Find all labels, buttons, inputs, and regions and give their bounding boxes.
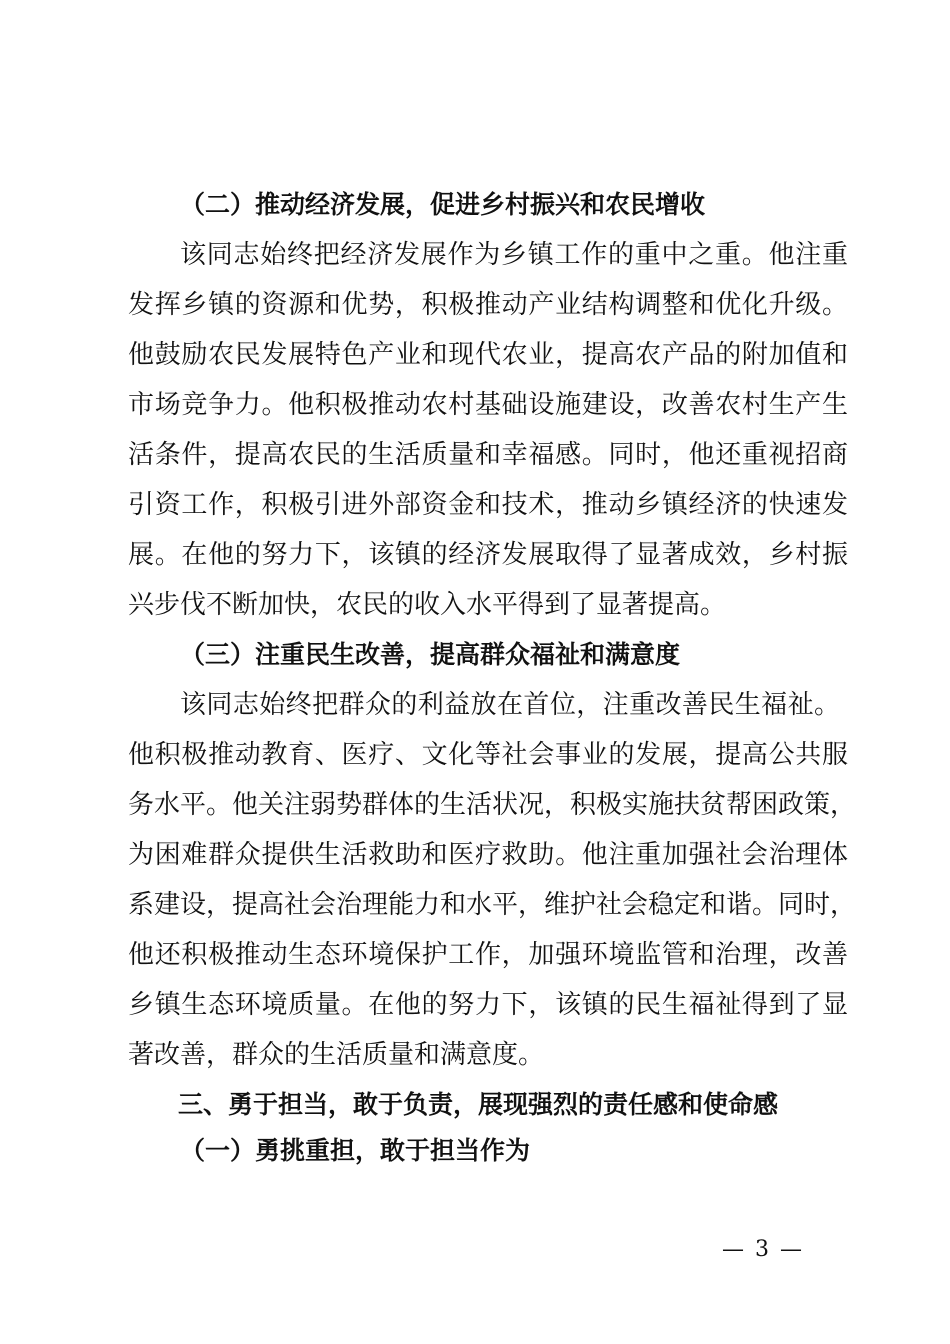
subsection-heading-take-on: （一）勇挑重担，敢于担当作为: [180, 1136, 531, 1165]
paragraph-line: 他积极推动教育、医疗、文化等社会事业的发展，提高公共服: [128, 740, 848, 770]
paragraph-line: 系建设，提高社会治理能力和水平，维护社会稳定和谐。同时，: [128, 890, 857, 920]
paragraph-line: 引资工作，积极引进外部资金和技术，推动乡镇经济的快速发: [128, 490, 848, 520]
paragraph-line: 他还积极推动生态环境保护工作，加强环境监管和治理，改善: [128, 940, 848, 970]
paragraph-line: 该同志始终把群众的利益放在首位，注重改善民生福祉。: [180, 690, 840, 720]
paragraph-line: 发挥乡镇的资源和优势，积极推动产业结构调整和优化升级。: [128, 290, 848, 320]
paragraph-line: 乡镇生态环境质量。在他的努力下，该镇的民生福祉得到了显: [128, 990, 848, 1020]
paragraph-line: 该同志始终把经济发展作为乡镇工作的重中之重。他注重: [180, 240, 848, 270]
paragraph-line: 为困难群众提供生活救助和医疗救助。他注重加强社会治理体: [128, 840, 848, 870]
paragraph-line: 他鼓励农民发展特色产业和现代农业，提高农产品的附加值和: [128, 340, 848, 370]
section-heading-livelihood: （三）注重民生改善，提高群众福祉和满意度: [180, 640, 681, 669]
paragraph-line: 展。在他的努力下，该镇的经济发展取得了显著成效，乡村振: [128, 540, 848, 570]
paragraph-line: 兴步伐不断加快，农民的收入水平得到了显著提高。: [128, 590, 727, 620]
paragraph-line: 务水平。他关注弱势群体的生活状况，积极实施扶贫帮困政策，: [128, 790, 857, 820]
section-heading-economic: （二）推动经济发展，促进乡村振兴和农民增收: [180, 190, 706, 219]
page-number: — 3 —: [722, 1237, 804, 1262]
paragraph-line: 活条件，提高农民的生活质量和幸福感。同时，他还重视招商: [128, 440, 848, 470]
part-heading-responsibility: 三、勇于担当，敢于负责，展现强烈的责任感和使命感: [178, 1090, 779, 1119]
paragraph-line: 著改善，群众的生活质量和满意度。: [128, 1040, 545, 1070]
paragraph-line: 市场竞争力。他积极推动农村基础设施建设，改善农村生产生: [128, 390, 848, 420]
